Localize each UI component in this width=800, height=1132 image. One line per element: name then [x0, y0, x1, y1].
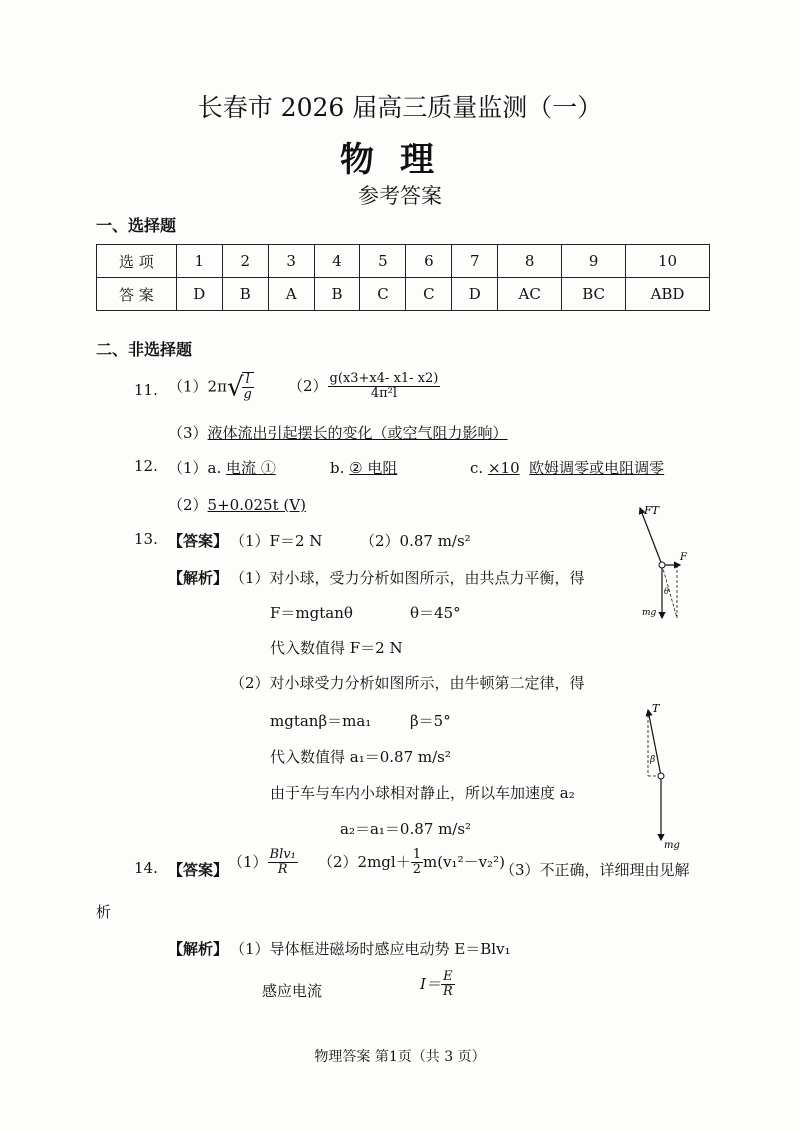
fraction-denominator: 2 [412, 862, 421, 878]
part-label: （1）a. [168, 459, 222, 477]
fraction-numerator: g(x3+x4- x1- x2) [329, 371, 439, 386]
answer-text: ×10 [487, 459, 520, 477]
fraction-numerator: 1 [412, 847, 421, 862]
answer-text: 液体流出引起摆长的变化（或空气阻力影响） [207, 424, 508, 442]
q11-part1 [168, 372, 254, 403]
fraction [328, 372, 441, 402]
fraction-numerator: E [441, 970, 455, 985]
fraction-numerator: l [242, 373, 254, 388]
section2-heading: 二、非选择题 [96, 340, 193, 359]
q12-part-c [470, 457, 664, 478]
q13-line2a: F＝mgtanθ [270, 604, 353, 622]
q14-answer-tag: 【答案】 [168, 861, 229, 879]
q12-part2 [168, 494, 306, 515]
sqrt-sign: √ [226, 372, 244, 403]
part-label: （1） [168, 377, 208, 396]
q12-part1 [168, 457, 276, 478]
part-label: （3） [168, 424, 208, 442]
question-number: 2 [222, 245, 268, 278]
q13-answer-tag: 【答案】 [168, 532, 229, 550]
q14-line2-label: 感应电流 [262, 982, 323, 1000]
fraction-denominator: R [442, 984, 453, 1000]
question-number: 5 [360, 245, 406, 278]
question-number: 4 [314, 245, 360, 278]
answer-text: ② 电阻 [349, 459, 398, 477]
subtitle: 参考答案 [358, 184, 442, 208]
q11-part3 [168, 422, 508, 443]
row-label: 选 项 [97, 245, 177, 278]
label-ft: FT [644, 504, 659, 517]
part-label: （2）2mgl＋ [318, 852, 411, 871]
fraction-denominator: g [243, 387, 252, 403]
q13-answer2: （2）0.87 m/s² [360, 532, 471, 550]
sqrt-fraction [242, 372, 254, 403]
label-mg: mg [642, 608, 657, 618]
answer-table [96, 244, 710, 311]
question-number: 3 [268, 245, 314, 278]
section1-heading: 一、选择题 [96, 216, 177, 235]
label-beta: β [650, 755, 656, 765]
question-number: 6 [406, 245, 452, 278]
q13-answer1: （1）F＝2 N [230, 532, 323, 550]
label-f: F [680, 552, 687, 563]
exam-title: 长春市 2026 届高三质量监测（一） [197, 93, 603, 122]
half-fraction [411, 848, 423, 878]
label-mg: mg [664, 840, 680, 850]
q13-line4: （2）对小球受力分析如图所示，由牛顿第二定律，得 [230, 674, 585, 692]
question-number: 7 [452, 245, 498, 278]
q11-part2 [288, 372, 440, 402]
question-number: 10 [626, 245, 710, 278]
q12-part-b [330, 457, 397, 478]
answer-cell: D [452, 278, 498, 311]
label-t: T [652, 702, 660, 715]
answer-cell: A [268, 278, 314, 311]
label-theta: θ [664, 587, 669, 596]
force-diagram-1 [622, 500, 702, 630]
row-label: 答 案 [97, 278, 177, 311]
q13-line2b: θ＝45° [410, 604, 461, 622]
formula-prefix: 2π [207, 377, 227, 396]
q14-part2 [318, 848, 505, 878]
question-number: 9 [562, 245, 626, 278]
q13-number: 13. [134, 530, 158, 548]
page-footer: 物理答案 第1页（共 3 页） [314, 1049, 486, 1065]
part-label: b. [330, 459, 345, 477]
fraction-denominator: R [277, 862, 288, 878]
answer-text: 欧姆调零或电阻调零 [529, 459, 665, 477]
q13-line5a: mgtanβ＝ma₁ [270, 712, 372, 730]
fraction-numerator: Blv₁ [269, 847, 296, 862]
question-number: 1 [176, 245, 222, 278]
force-diagram-2 [628, 700, 698, 850]
part-label: （2） [288, 376, 328, 395]
answer-cell: B [314, 278, 360, 311]
fraction-denominator: 4π²l [370, 386, 398, 402]
q13-line6: 代入数值得 a₁＝0.87 m/s² [270, 748, 451, 766]
answer-cell: AC [498, 278, 562, 311]
part-label: （2） [168, 496, 208, 514]
formula-lhs: I＝ [420, 974, 441, 993]
answer-text: 电流 ① [226, 459, 276, 477]
answer-cell: ABD [626, 278, 710, 311]
part-label: c. [470, 459, 484, 477]
q12-number: 12. [134, 457, 158, 475]
answer-cell: C [406, 278, 452, 311]
q14-continuation: 析 [96, 903, 112, 921]
part-label: （1） [228, 852, 268, 871]
ball-icon [658, 773, 664, 779]
answer-cell: B [222, 278, 268, 311]
question-number: 8 [498, 245, 562, 278]
q14-part1 [228, 848, 298, 878]
q13-line8: a₂＝a₁＝0.87 m/s² [340, 820, 472, 838]
formula-rest: m(v₁²－v₂²) [423, 852, 505, 871]
fraction [268, 848, 298, 878]
q13-line7: 由于车与车内小球相对静止，所以车加速度 a₂ [270, 784, 575, 802]
q13-line1: （1）对小球，受力分析如图所示，由共点力平衡，得 [230, 569, 585, 587]
q14-line2-formula [420, 970, 455, 1000]
answer-cell: D [176, 278, 222, 311]
q14-analysis-tag: 【解析】 [168, 940, 229, 958]
q13-line5b: β＝5° [410, 712, 451, 730]
fraction [441, 970, 455, 1000]
table-row-numbers [97, 245, 710, 278]
answer-cell: C [360, 278, 406, 311]
answer-cell: BC [562, 278, 626, 311]
q13-line3: 代入数值得 F＝2 N [270, 639, 403, 657]
subject-title: 物理 [340, 140, 460, 180]
q13-analysis-tag: 【解析】 [168, 569, 229, 587]
q14-number: 14. [134, 859, 158, 877]
table-row-answers [97, 278, 710, 311]
q14-line1: （1）导体框进磁场时感应电动势 E＝Blv₁ [230, 940, 511, 958]
q14-part3: （3）不正确，详细理由见解 [500, 861, 690, 879]
answer-text: 5+0.025t (V) [207, 496, 306, 514]
tension-arrow [648, 710, 661, 776]
q11-number: 11. [134, 381, 158, 399]
ball-icon [659, 562, 665, 568]
